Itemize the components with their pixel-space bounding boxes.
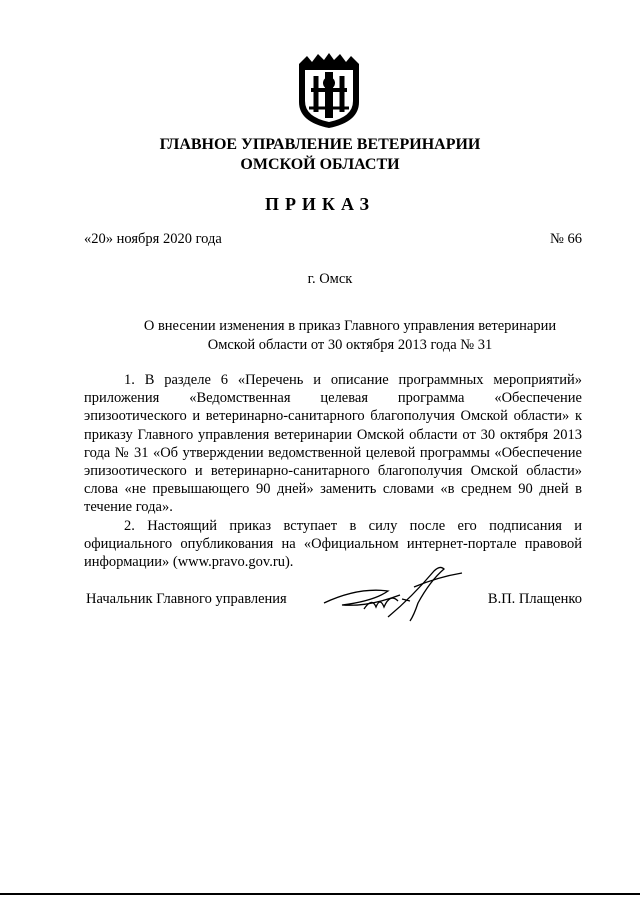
subject-line2: Омской области от 30 октября 2013 года № 31 <box>207 337 493 353</box>
document-city: г. Омск <box>307 271 353 287</box>
page-bottom-edge <box>0 893 640 895</box>
signature-image <box>318 557 468 627</box>
organization-name-line2: ОМСКОЙ ОБЛАСТИ <box>240 156 400 173</box>
document-date: «20» ноября 2020 года <box>84 231 222 247</box>
paragraph-1: 1. В разделе 6 «Перечень и описание программных мероприятий» приложения «Ведомственная целевая программа «Обеспечение эпизоотического и ветеринарно-санитарного благополучия Омской области» к приказу Главного управления ветеринарии Омской области от 30 октября 2013 года № 31 «Об утверждении ведомственной целевой программы «Обеспечение эпизоотического и ветеринарно-санитарного благополучия Омской области» слова «не превышающего 90 дней» заменить словами «в среднем 90 дней в течение года». <box>84 372 582 516</box>
signatory-name: В.П. Плащенко <box>487 591 582 607</box>
document-title: ПРИКАЗ <box>264 194 376 214</box>
document-body <box>84 371 582 571</box>
document-number: № 66 <box>550 231 582 247</box>
subject-line1: О внесении изменения в приказ Главного управления ветеринарии <box>143 318 557 334</box>
paragraph-2: 2. Настоящий приказ вступает в силу после его подписания и официального опубликования на «Официальном интернет-портале правовой информации» (www.pravo.gov.ru). <box>84 517 582 571</box>
coat-of-arms-icon <box>296 50 362 130</box>
signatory-position: Начальник Главного управления <box>86 591 287 607</box>
organization-name-line1: ГЛАВНОЕ УПРАВЛЕНИЕ ВЕТЕРИНАРИИ <box>159 136 481 153</box>
